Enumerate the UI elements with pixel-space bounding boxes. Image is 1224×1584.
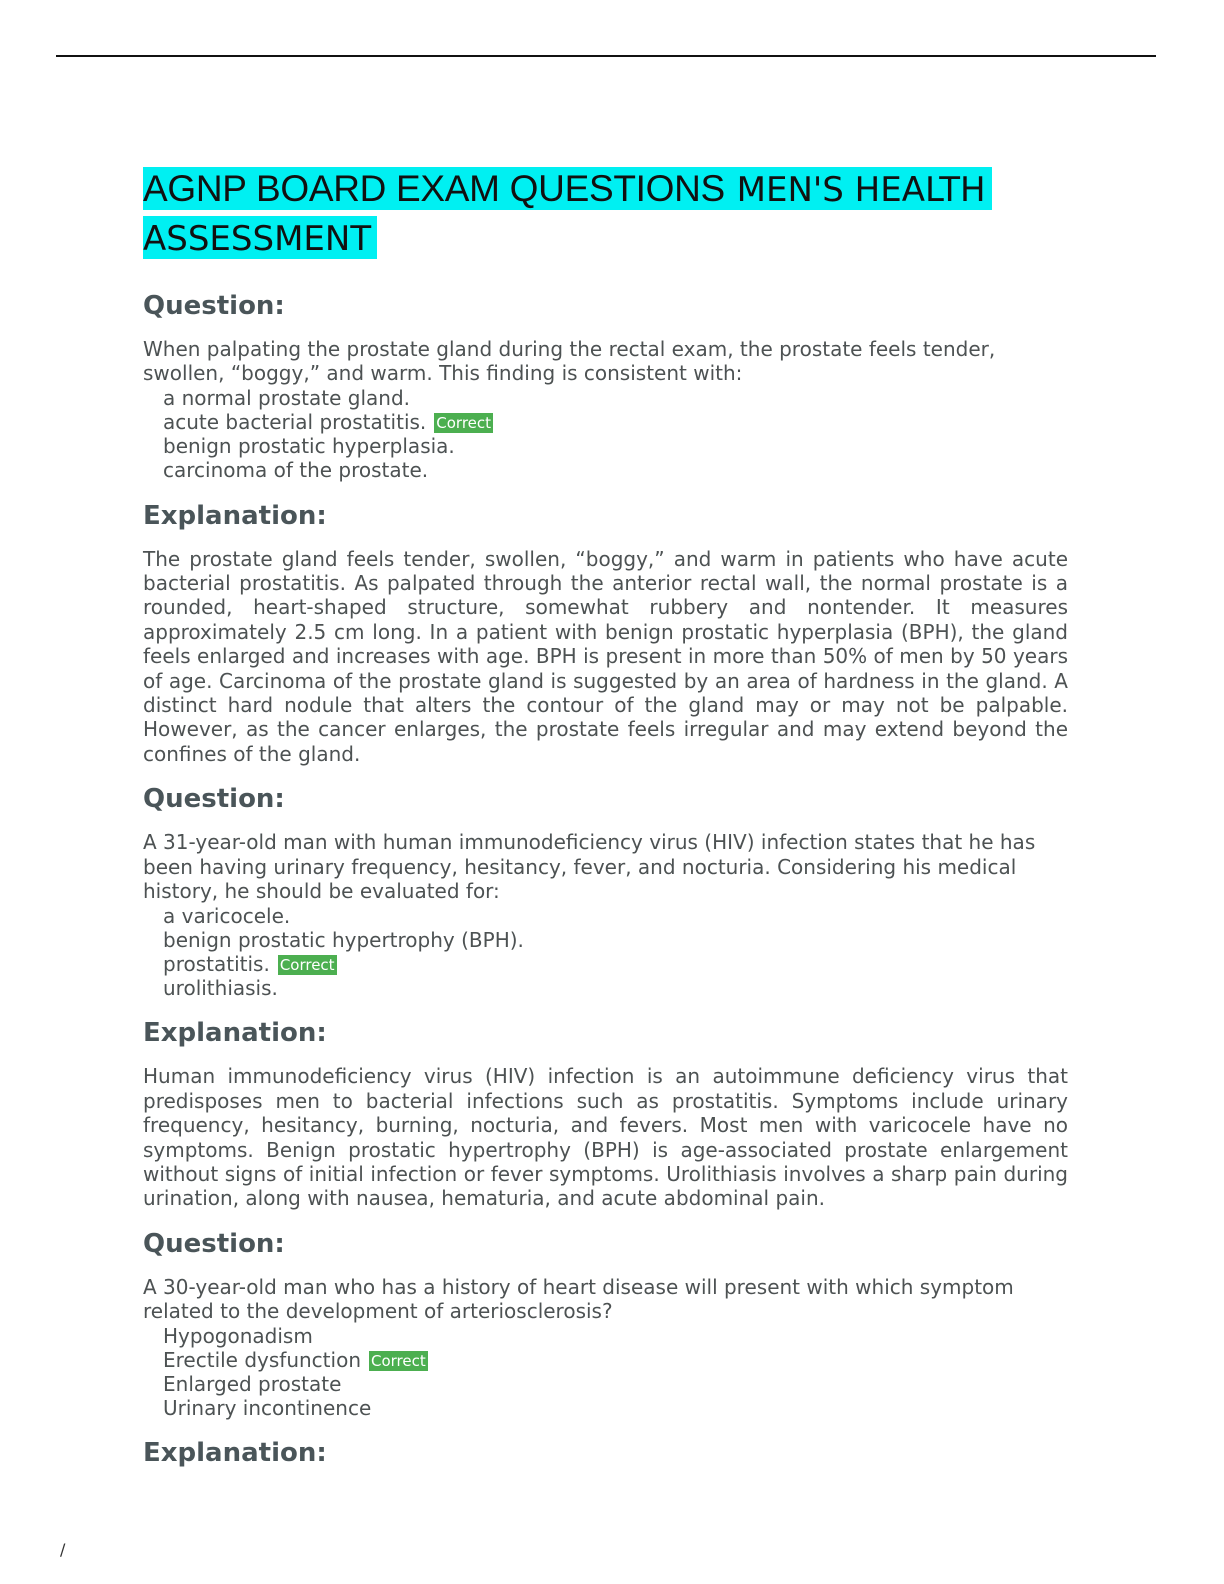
- answer-options: [163, 386, 1068, 483]
- document-body: [143, 165, 1068, 1484]
- correct-badge: Correct: [371, 1351, 426, 1370]
- question-text: A 30-year-old man who has a history of heart disease will present with which symptom related to the development of arteriosclerosis?: [143, 1274, 1014, 1324]
- explanation-heading: Explanation:: [143, 1438, 327, 1469]
- explanation-text: Human immunodeficiency virus (HIV) infection is an autoimmune deficiency virus that predisposes men to bacterial infections such as prostatitis. Symptoms include urinary frequency, hesitancy, burning, nocturia, and fevers. Most men with varicocele have no symptoms. Benign prostatic hypertrophy (BPH) is age-associated prostate enlargement without signs of initial infection or fever symptoms. Urolithiasis involves a sharp pain during urination, along with nausea, hematuria, and acute abdominal pain.: [143, 1064, 1068, 1211]
- answer-options: [163, 904, 1068, 1001]
- answer-option: benign prostatic hyperplasia.: [163, 434, 455, 459]
- question-heading: Question:: [143, 784, 285, 815]
- correct-badge: Correct: [436, 414, 492, 433]
- qa-block-3: [143, 1227, 1068, 1471]
- footer-mark: /: [60, 1540, 66, 1559]
- document-title: [143, 165, 1068, 263]
- answer-option: prostatitis. Correct: [163, 951, 335, 976]
- qa-block-1: [143, 289, 1068, 766]
- answer-option: acute bacterial prostatitis. Correct: [163, 410, 492, 435]
- answer-option: a varicocele.: [163, 903, 291, 928]
- top-horizontal-rule: [56, 55, 1156, 57]
- answer-option: urolithiasis.: [163, 976, 278, 1001]
- answer-option: benign prostatic hypertrophy (BPH).: [163, 927, 524, 952]
- qa-block-2: [143, 782, 1068, 1210]
- question-text: A 31-year-old man with human immunodeficiency virus (HIV) infection states that he has been having urinary frequency, hesitancy, fever, and nocturia. Considering his medical history, he should be evaluated for:: [143, 830, 1036, 904]
- answer-options: [163, 1324, 1068, 1421]
- explanation-heading: Explanation:: [143, 1018, 327, 1049]
- correct-badge: Correct: [279, 955, 335, 974]
- answer-option: Erectile dysfunction Correct: [163, 1347, 426, 1372]
- explanation-heading: Explanation:: [143, 500, 327, 531]
- answer-option: Enlarged prostate: [163, 1371, 342, 1396]
- title-part-1: AGNP BOARD EXAM QUESTIONS: [143, 168, 725, 209]
- question-heading: Question:: [143, 291, 285, 321]
- question-text: When palpating the prostate gland during the rectal exam, the prostate feels tender, swollen, “boggy,” and warm. This finding is consistent with:: [143, 337, 996, 386]
- explanation-text: The prostate gland feels tender, swollen, “boggy,” and warm in patients who have acute bacterial prostatitis. As palpated through the anterior rectal wall, the normal prostate is a rounded, heart-shaped structure, somewhat rubbery and nontender. It measures approximately 2.5 cm long. In a patient with benign prostatic hyperplasia (BPH), the gland feels enlarged and increases with age. BPH is present in more than 50% of men by 50 years of age. Carcinoma of the prostate gland is suggested by an area of hardness in the gland. A distinct hard nodule that alters the contour of the gland may or may not be palpable. However, as the cancer enlarges, the prostate feels irregular and may extend beyond the confines of the gland.: [143, 546, 1068, 766]
- answer-option: a normal prostate gland.: [163, 385, 411, 410]
- answer-option: Hypogonadism: [163, 1323, 313, 1348]
- answer-option: Urinary incontinence: [163, 1396, 372, 1421]
- answer-option: carcinoma of the prostate.: [163, 458, 429, 483]
- title-part-2: MEN'S HEALTH ASSESSMENT: [143, 170, 986, 259]
- question-heading: Question:: [143, 1228, 285, 1259]
